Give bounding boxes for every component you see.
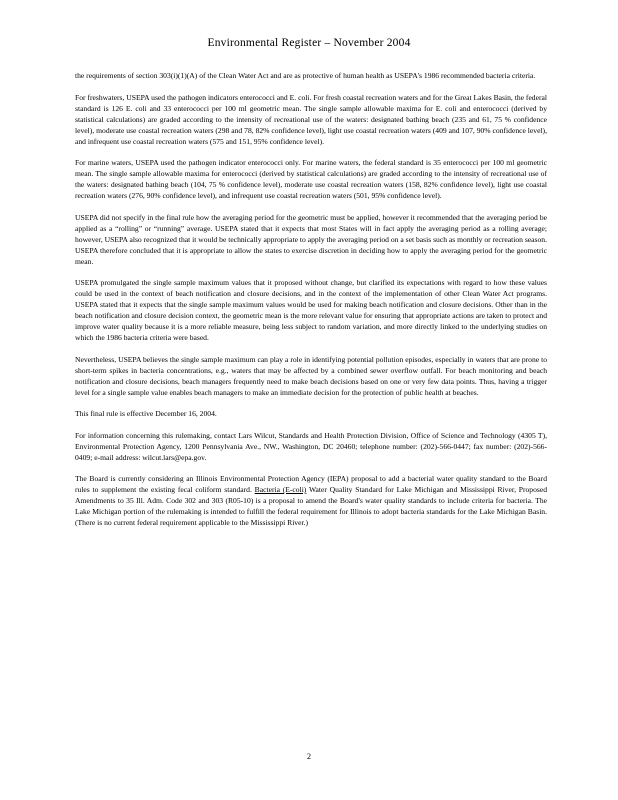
paragraph-4: USEPA did not specify in the final rule how the averaging period for the geometric must be applied, however it recommended that the averaging period be applied as a “rolling” or “running” average. USEPA stated that it expects that most States will in fact apply the averaging period as a rolling average; however, USEPA also recognized that it would be technically appropriate to apply the averaging period on a set basis such as monthly or recreation season. USEPA therefore concluded that it is appropriate to allow the states to exercise discretion in deciding how to apply the averaging period for the geometric mean. <box>75 212 547 266</box>
paragraph-7: This final rule is effective December 16, 2004. <box>75 409 217 418</box>
rulemaking-title-underlined: Bacteria (E-coli) <box>254 485 307 494</box>
paragraph-8: For information concerning this rulemaking, contact Lars Wilcut, Standards and Health Protection Division, Office of Science and Technology (4305 T), Environmental Protection Agency, 1200 Pennsylvania Ave., NW., Washington, DC 20460; telephone number: (202)-566-0447; fax number: (202)-566-0409; e-mail address: wilcut.lars@epa.gov. <box>75 430 547 462</box>
paragraph-9-text-after: Water Quality Standard for Lake Michigan and Mississippi River, Proposed Amendments to 35 Ill. Adm. Code 302 and 303 (R05-10) is a proposal to amend the Board's water quality standards to include criteria for bacteria. The Lake Michigan portion of the rulemaking is intended to fulfill the federal requirement for Illinois to adopt bacteria standards for the Lake Michigan Basin. (There is no current federal requirement applicable to the Mississippi River.) <box>75 485 548 527</box>
paragraph-1: the requirements of section 303(i)(1)(A) of the Clean Water Act and are as protective of human health as USEPA's 1986 recommended bacteria criteria. <box>75 71 536 80</box>
paragraph-6: Nevertheless, USEPA believes the single sample maximum can play a role in identifying potential pollution episodes, especially in waters that are prone to short-term spikes in bacteria concentrations, e.g., waters that may be affected by a combined sewer overflow outfall. For beach monitoring and beach notification and closure decisions, beach managers frequently need to make beach decisions based on one or very few data points. Thus, having a trigger level for a single sample value enables beach managers to make an immediate decision for the protection of public health at beaches. <box>75 354 547 397</box>
paragraph-5: USEPA promulgated the single sample maximum values that it proposed without change, but clarified its expectations with regard to how these values could be used in the context of beach notification and closure decisions, and in the context of the implementation of other Clean Water Act programs. USEPA stated that it expects that the single sample maximum values would be used for making beach notification and closure decisions. Other than in the beach notification and closure decision context, the geometric mean is the more relevant value for ensuring that appropriate actions are taken to protect and improve water quality because it is a more reliable measure, being less subject to random variation, and more directly linked to the underlying studies on which the 1986 bacteria criteria were based. <box>75 278 547 342</box>
page-number: 2 <box>307 752 311 761</box>
document-body <box>75 70 547 539</box>
paragraph-2: For freshwaters, USEPA used the pathogen indicators enterococci and E. coli. For fresh coastal recreation waters and for the Great Lakes Basin, the federal standard is 126 E. coli and 33 enterococci per 100 ml geometric mean. The single sample allowable maxima for E. coli and enterococci (derived by statistical calculations) are graded according to the intensity of recreational use of the waters: designated bathing beach (235 and 61, 75 % confidence level), moderate use coastal recreation waters (298 and 78, 82% confidence level), light use coastal recreation waters (409 and 107, 90% confidence level), and infrequent use coastal recreation waters (575 and 151, 95% confidence level). <box>75 92 547 146</box>
paragraph-9 <box>75 473 547 528</box>
paragraph-9-text-before: The Board is currently considering an Illinois Environmental Protection Agency (IEPA) proposal to add a bacterial water quality standard to the Board rules to supplement the existing fecal coliform standard. <box>75 474 547 494</box>
paragraph-3: For marine waters, USEPA used the pathogen indicator enterococci only. For marine waters, the federal standard is 35 enterococci per 100 ml geometric mean. The single sample allowable maxima for enterococci (derived by statistical calculations) are graded according to the intensity of recreational use of the waters: designated bathing beach (104, 75 % confidence level), moderate use coastal recreation waters (158, 82% confidence level), light use coastal recreation waters (276, 90% confidence level), and infrequent use coastal recreation waters (501, 95% confidence level). <box>75 158 547 200</box>
page-header: Environmental Register – November 2004 <box>207 37 411 49</box>
